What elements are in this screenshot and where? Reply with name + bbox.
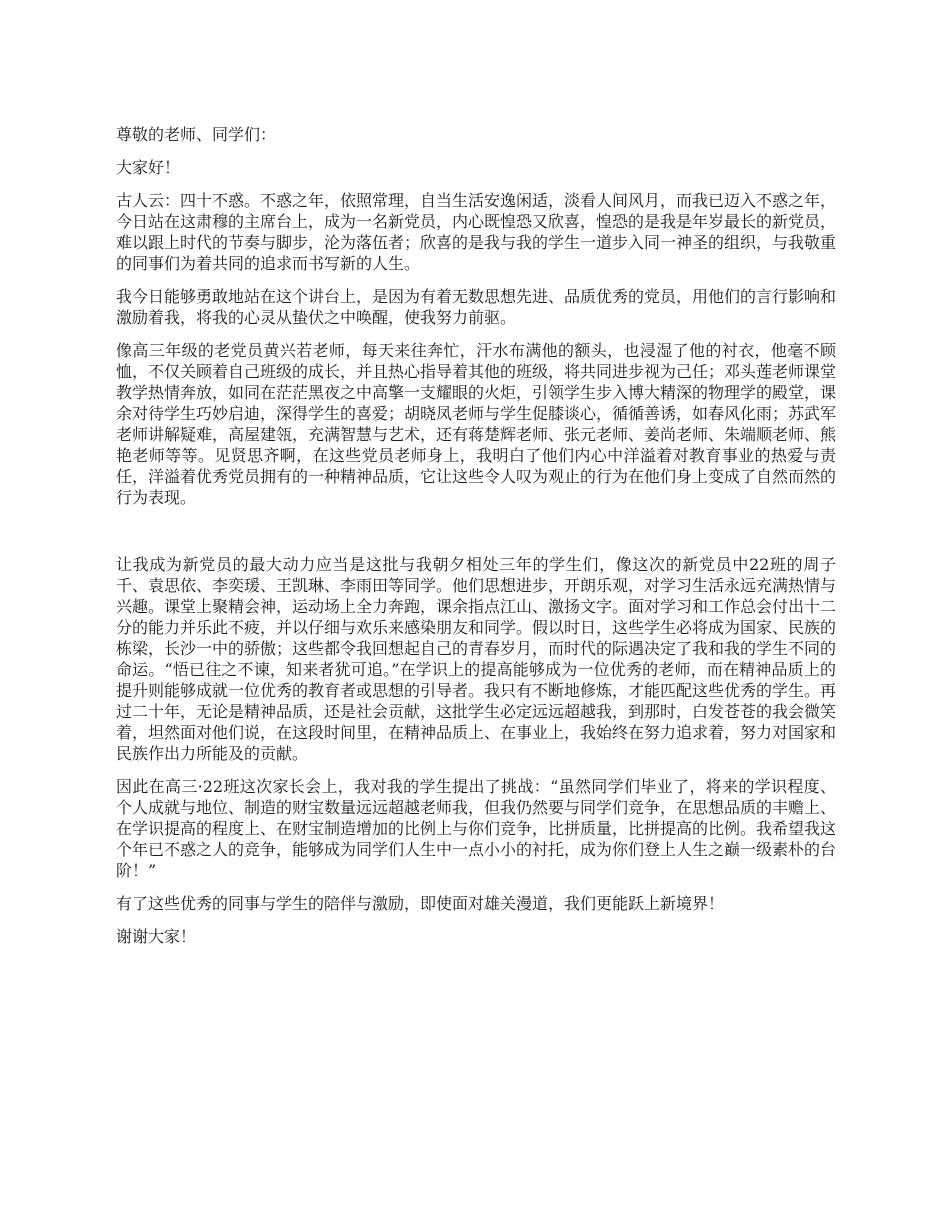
paragraph-gap: [116, 520, 836, 554]
paragraph-students-motivation: 让我成为新党员的最大动力应当是这批与我朝夕相处三年的学生们，像这次的新党员中22班的周子千、袁思依、李奕瑗、王凯琳、李雨田等同学。他们思想进步，开朗乐观，对学习生活永远充满热情与兴趣。课堂上聚精会神，运动场上全力奔跑，课余指点江山、激扬文字。面对学习和工作总会付出十二分的能力并乐此不疲，并以仔细与欢乐来感染朋友和同学。假以时日，这些学生必将成为国家、民族的栋梁，长沙一中的骄傲；这些都令我回想起自己的青春岁月，而时代的际遇决定了我和我的学生不同的命运。“悟已往之不谏，知来者犹可追。”在学识上的提高能够成为一位优秀的老师，而在精神品质上的提升则能够成就一位优秀的教育者或思想的引导者。我只有不断地修炼，才能匹配这些优秀的学生。再过二十年，无论是精神品质，还是社会贡献，这批学生必定远远超越我，到那时，白发苍苍的我会微笑着，坦然面对他们说，在这段时间里，在精神品质上、在事业上，我始终在努力追求着，努力对国家和民族作出力所能及的贡献。: [116, 555, 837, 763]
paragraph-party-teachers: 像高三年级的老党员黄兴若老师，每天来往奔忙，汗水布满他的额头，也浸湿了他的衬衣，他毫不顾恤，不仅关顾着自己班级的成长，并且热心指导着其他的班级，将共同进步视为己任；邓头莲老师课堂教学热情奔放，如同在茫茫黑夜之中高擎一支耀眼的火炬，引领学生步入博大精深的物理学的殿堂，课余对待学生巧妙启迪，深得学生的喜爱；胡晓凤老师与学生促膝谈心，循循善诱，如春风化雨；苏武军老师讲解疑难，高屋建瓴，充满智慧与艺术，还有蒋楚辉老师、张元老师、姜尚老师、朱端顺老师、熊艳老师等等。见贤思齐啊，在这些党员老师身上，我明白了他们内心中洋溢着对教育事业的热爱与责任，洋溢着优秀党员拥有的一种精神品质，它让这些令人叹为观止的行为在他们身上变成了自然而然的行为表现。: [116, 341, 837, 507]
paragraph-encouragement: 有了这些优秀的同事与学生的陪伴与激励，即使面对雄关漫道，我们更能跃上新境界！: [116, 894, 725, 913]
closing-thanks: 谢谢大家！: [116, 927, 197, 946]
greeting: 大家好！: [116, 158, 181, 177]
document-body: [116, 124, 836, 959]
paragraph-forty-not-confused: 古人云：四十不惑。不惑之年，依照常理，自当生活安逸闲适，淡看人间风月，而我已迈入不惑之年，今日站在这肃穆的主席台上，成为一名新党员，内心既惶恐又欣喜，惶恐的是我是年岁最长的新党员，难以跟上时代的节奏与脚步，沦为落伍者；欣喜的是我与我的学生一道步入同一神圣的组织，与我敬重的同事们为着共同的追求而书写新的人生。: [116, 191, 837, 273]
paragraph-inspiration: 我今日能够勇敢地站在这个讲台上，是因为有着无数思想先进、品质优秀的党员，用他们的言行影响和激励着我，将我的心灵从蛰伏之中唤醒，使我努力前驱。: [116, 287, 837, 327]
salutation: 尊敬的老师、同学们：: [116, 125, 277, 144]
paragraph-challenge: 因此在高三·22班这次家长会上，我对我的学生提出了挑战：“虽然同学们毕业了，将来的学识程度、个人成就与地位、制造的财宝数量远远超越老师我，但我仍然要与同学们竞争，在思想品质的丰赡上、在学识提高的程度上、在财宝制造增加的比例上与你们竞争，比拼质量，比拼提高的比例。我希望我这个年已不惑之人的竞争，能够成为同学们人生中一点小小的衬托，成为你们登上人生之巅一级素朴的台阶！”: [116, 777, 837, 880]
